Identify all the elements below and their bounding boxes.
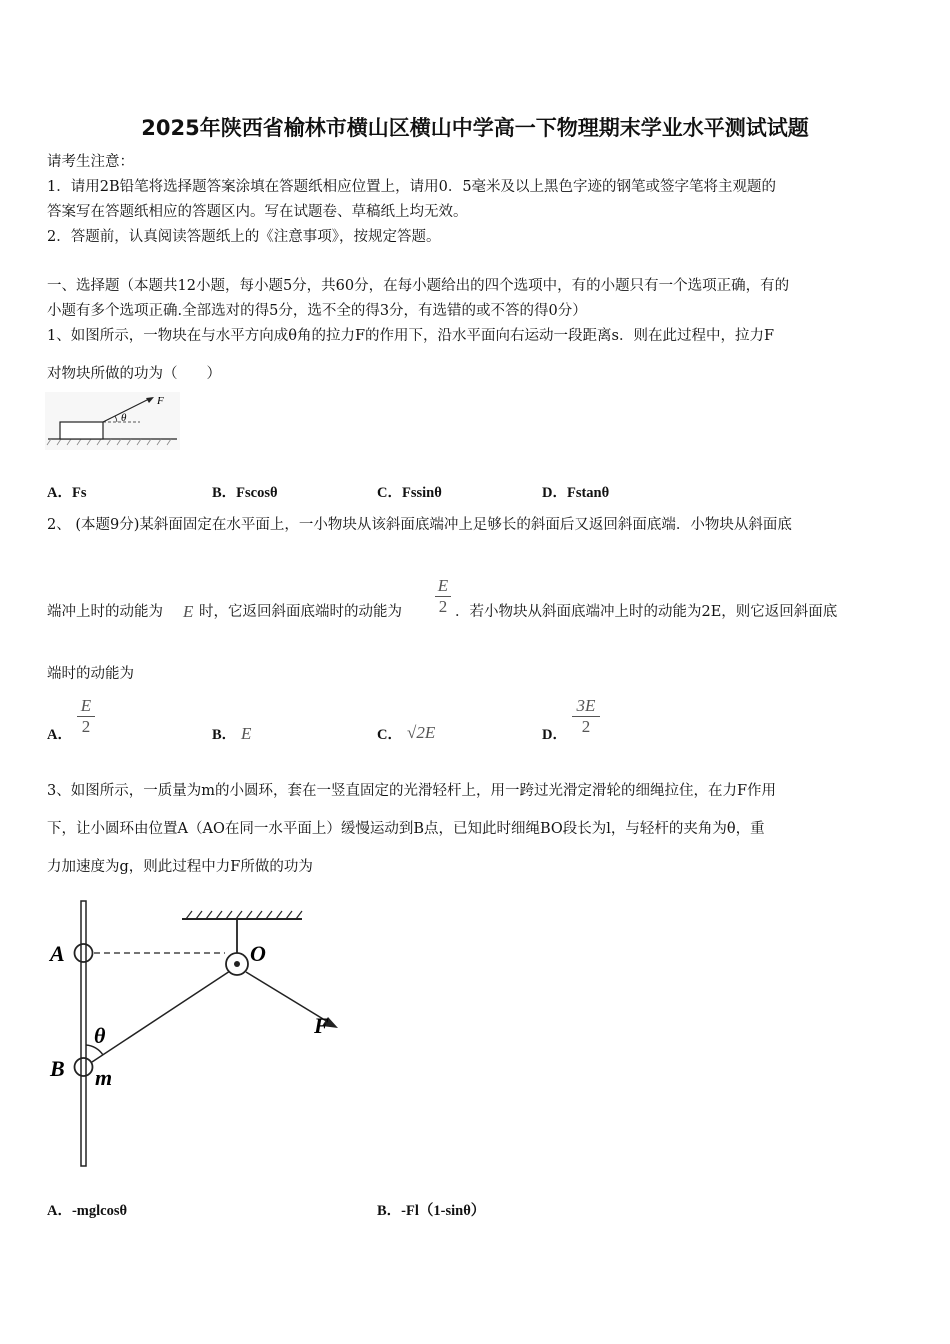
q1-option-b[interactable]: B．Fscosθ xyxy=(212,485,278,501)
q2-option-d-label[interactable]: D． xyxy=(542,727,567,743)
q1-option-c[interactable]: C．Fssinθ xyxy=(377,485,442,501)
notice-line-2: 答案写在答题纸相应的答题区内。写在试题卷、草稿纸上均无效。 xyxy=(47,204,468,220)
q2-line-2b: 时，它返回斜面底端时的动能为 xyxy=(199,604,402,620)
q1-fig-f-label: F xyxy=(157,395,164,407)
q1-line-1: 1、如图所示，一物块在与水平方向成θ角的拉力F的作用下，沿水平面向右运动一段距离s．则在此过程中，拉力F xyxy=(47,328,775,344)
q2-option-a-num: E xyxy=(80,696,92,715)
q3-option-a[interactable]: A．-mglcosθ xyxy=(47,1203,128,1219)
q2-line-2a: 端冲上时的动能为 xyxy=(47,604,163,620)
q2-line-2c: ．若小物块从斜面底端冲上时的动能为2E，则它返回斜面底 xyxy=(455,604,838,620)
q2-line-1: 2、 (本题9分)某斜面固定在水平面上，一小物块从该斜面底端冲上足够长的斜面后又返回斜面底端．小物块从斜面底 xyxy=(47,517,792,533)
q3-fig-f-label: F xyxy=(314,1013,329,1038)
q2-option-d-fraction xyxy=(572,696,600,737)
q2-option-c-value: √2E xyxy=(407,723,436,742)
q1-option-a[interactable]: A．Fs xyxy=(47,485,87,501)
q2-frac-num: E xyxy=(437,576,449,595)
q2-option-a-label[interactable]: A． xyxy=(47,727,72,743)
q1-option-d[interactable]: D．Fstanθ xyxy=(542,485,610,501)
q1-figure xyxy=(45,392,180,450)
q3-figure xyxy=(40,895,350,1175)
q2-option-d-den: 2 xyxy=(581,717,591,736)
q2-inline-fraction xyxy=(435,576,451,617)
q3-line-1: 3、如图所示，一质量为m的小圆环，套在一竖直固定的光滑轻杆上，用一跨过光滑定滑轮的细绳拉住，在力F作用 xyxy=(47,783,777,799)
q2-e-symbol: E xyxy=(183,602,194,621)
q3-line-2: 下，让小圆环由位置A（AO在同一水平面上）缓慢运动到B点，已知此时细绳BO段长为l，与轻杆的夹角为θ，重 xyxy=(47,821,765,837)
q2-option-b-label[interactable]: B． xyxy=(212,727,237,743)
section-line-1: 一、选择题（本题共12小题，每小题5分，共60分，在每小题给出的四个选项中，有的小题只有一个选项正确，有的 xyxy=(47,278,790,294)
q3-line-3: 力加速度为g，则此过程中力F所做的功为 xyxy=(47,859,313,875)
q1-fig-theta-label: θ xyxy=(121,412,127,424)
q2-line-3: 端时的动能为 xyxy=(47,666,134,682)
section-line-2: 小题有多个选项正确.全部选对的得5分，选不全的得3分，有选错的或不答的得0分） xyxy=(47,303,587,319)
q2-option-b-value: E xyxy=(241,724,252,743)
q3-fig-a-label: A xyxy=(50,941,65,966)
notice-line-3: 2．答题前，认真阅读答题纸上的《注意事项》，按规定答题。 xyxy=(47,229,441,245)
q3-fig-b-label: B xyxy=(50,1056,65,1081)
q2-option-d-num: 3E xyxy=(576,696,596,715)
q3-fig-m-label: m xyxy=(95,1065,113,1090)
q1-line-2: 对物块所做的功为（ ） xyxy=(47,366,221,382)
page-title: 2025年陕西省榆林市横山区横山中学高一下物理期末学业水平测试试题 xyxy=(141,116,809,140)
q2-option-a-fraction xyxy=(77,696,95,737)
q2-option-a-den: 2 xyxy=(81,717,91,736)
q2-frac-den: 2 xyxy=(438,597,448,616)
q3-fig-theta-label: θ xyxy=(94,1023,106,1048)
notice-line-1: 1．请用2B铅笔将选择题答案涂填在答题纸相应位置上，请用0．5毫米及以上黑色字迹的钢笔或签字笔将主观题的 xyxy=(47,179,777,195)
q3-option-b[interactable]: B．-Fl（1-sinθ） xyxy=(377,1203,486,1219)
notice-heading: 请考生注意： xyxy=(47,154,134,170)
q3-fig-o-label: O xyxy=(250,941,266,966)
q2-option-c-label[interactable]: C． xyxy=(377,727,402,743)
